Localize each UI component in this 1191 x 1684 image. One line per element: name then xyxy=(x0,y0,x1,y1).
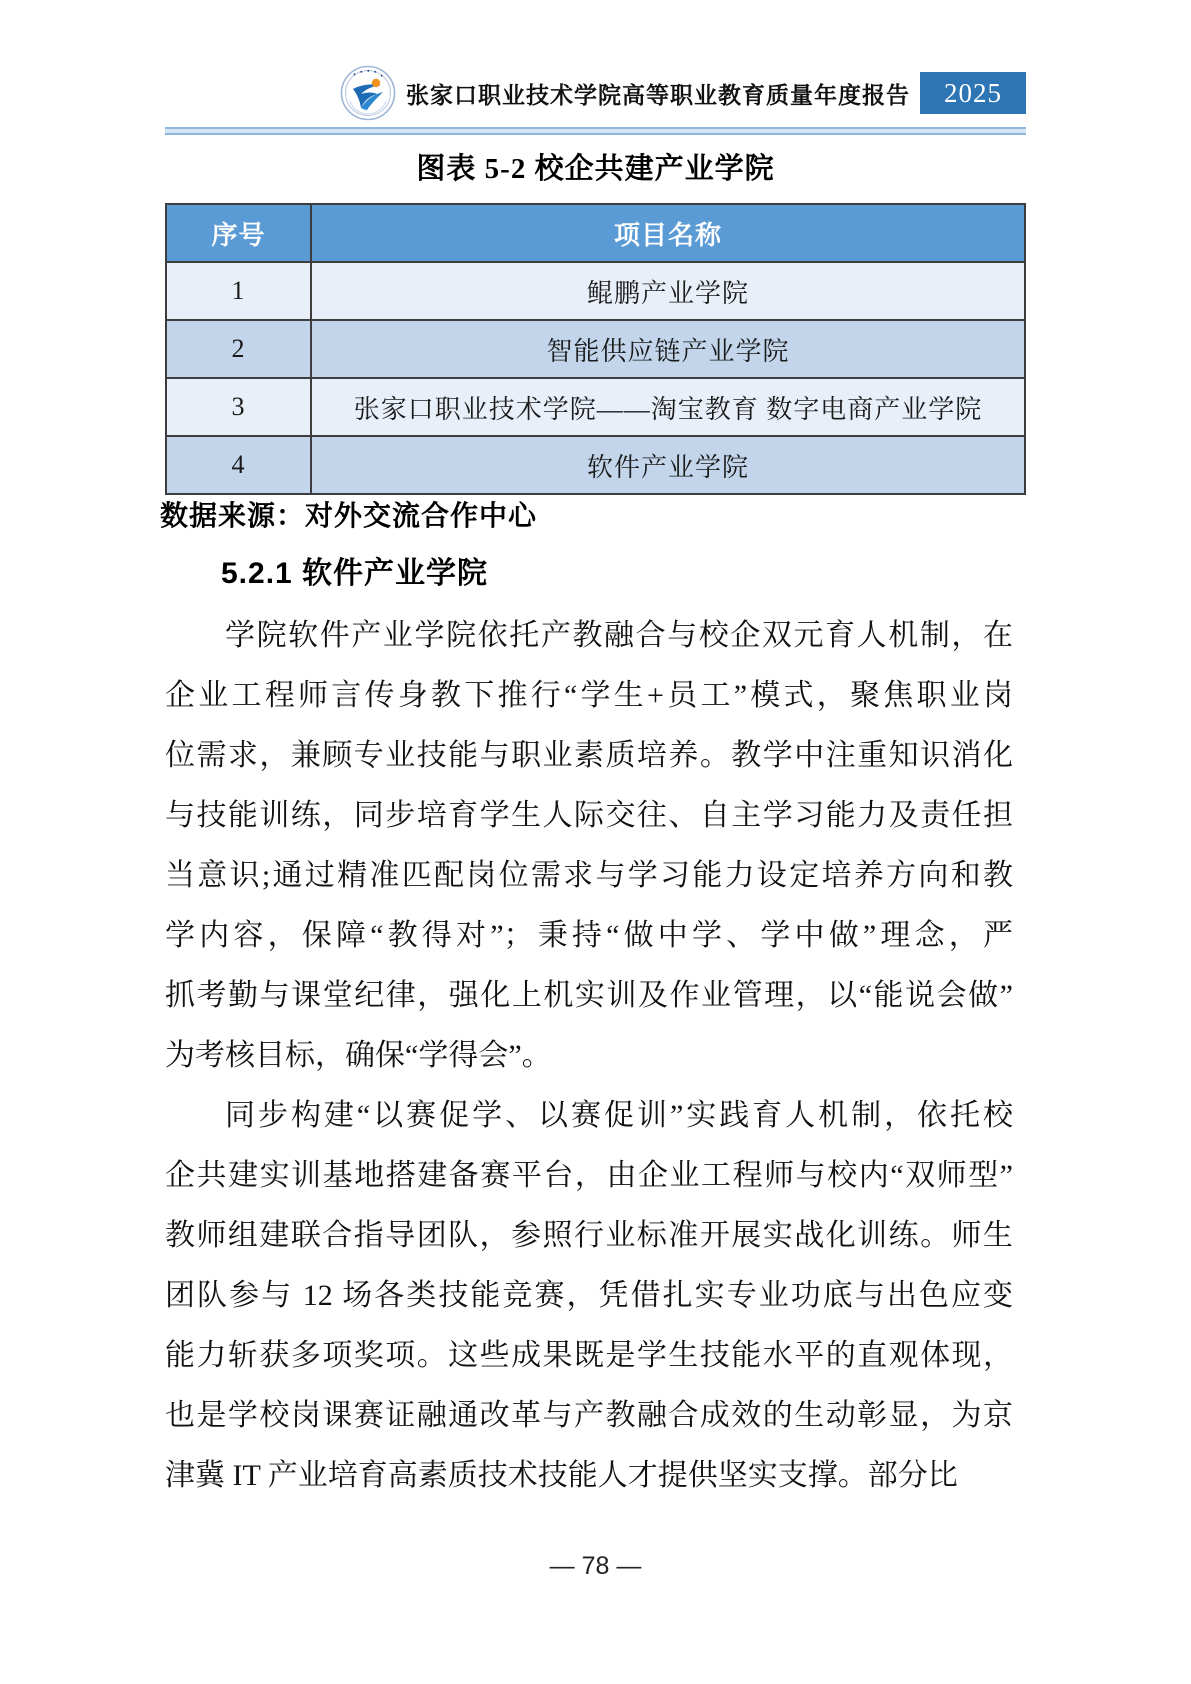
table-row xyxy=(166,436,1025,494)
cell-no: 4 xyxy=(166,436,311,494)
text-line: 当意识;通过精准匹配岗位需求与学习能力设定培养方向和教 xyxy=(165,859,1013,892)
text-line: 位需求，兼顾专业技能与职业素质培养。教学中注重知识消化 xyxy=(165,739,1013,772)
cell-no: 1 xyxy=(166,262,311,320)
text-line: 为考核目标，确保“学得会”。 xyxy=(165,1039,552,1072)
header-rule xyxy=(165,127,1026,135)
text-line: 抓考勤与课堂纪律，强化上机实训及作业管理，以“能说会做” xyxy=(165,979,1013,1012)
page-header xyxy=(165,60,1026,126)
column-header-name: 项目名称 xyxy=(311,204,1025,262)
svg-text:●: ● xyxy=(379,72,385,79)
section-heading: 5.2.1 软件产业学院 xyxy=(221,557,489,590)
data-source-note: 数据来源：对外交流合作中心 xyxy=(160,500,538,531)
column-header-no: 序号 xyxy=(166,204,311,262)
text-line: 津冀 IT 产业培育高素质技术技能人才提供坚实支撑。部分比 xyxy=(165,1459,958,1492)
page-number: — 78 — xyxy=(549,1552,642,1580)
svg-text:●: ● xyxy=(351,71,357,77)
table-row xyxy=(166,378,1025,436)
paragraph xyxy=(165,606,1013,1086)
svg-text:●: ● xyxy=(374,69,377,74)
year-badge: 2025 xyxy=(920,72,1026,114)
svg-text:●: ● xyxy=(367,68,370,73)
body-text xyxy=(165,606,1013,1506)
table-caption: 图表 5-2 校企共建产业学院 xyxy=(416,153,775,185)
cell-no: 2 xyxy=(166,320,311,378)
text-line: 企共建实训基地搭建备赛平台，由企业工程师与校内“双师型” xyxy=(165,1159,1013,1192)
industry-college-table xyxy=(165,203,1026,495)
cell-project-name: 鲲鹏产业学院 xyxy=(311,262,1025,320)
cell-no: 3 xyxy=(166,378,311,436)
text-line: 能力斩获多项奖项。这些成果既是学生技能水平的直观体现， xyxy=(165,1339,1013,1372)
cell-project-name: 软件产业学院 xyxy=(311,436,1025,494)
report-title: 张家口职业技术学院高等职业教育质量年度报告 xyxy=(406,82,910,108)
table-row xyxy=(166,320,1025,378)
text-line: 学院软件产业学院依托产教融合与校企双元育人机制，在 xyxy=(225,619,1013,652)
text-line: 企业工程师言传身教下推行“学生+员工”模式，聚焦职业岗 xyxy=(165,679,1013,712)
text-line: 教师组建联合指导团队，参照行业标准开展实战化训练。师生 xyxy=(165,1219,1013,1252)
table-row xyxy=(166,262,1025,320)
school-emblem-icon xyxy=(340,65,396,121)
table-header-row xyxy=(166,204,1025,262)
cell-project-name: 张家口职业技术学院——淘宝教育 数字电商产业学院 xyxy=(311,378,1025,436)
text-line: 也是学校岗课赛证融通改革与产教融合成效的生动彰显，为京 xyxy=(165,1399,1013,1432)
paragraph xyxy=(165,1086,1013,1506)
text-line: 团队参与 12 场各类技能竞赛，凭借扎实专业功底与出色应变 xyxy=(165,1279,1013,1312)
text-line: 学内容，保障“教得对”；秉持“做中学、学中做”理念，严 xyxy=(165,919,1013,952)
svg-text:●: ● xyxy=(360,69,363,74)
text-line: 同步构建“以赛促学、以赛促训”实践育人机制，依托校 xyxy=(225,1099,1013,1132)
cell-project-name: 智能供应链产业学院 xyxy=(311,320,1025,378)
text-line: 与技能训练，同步培育学生人际交往、自主学习能力及责任担 xyxy=(165,799,1013,832)
